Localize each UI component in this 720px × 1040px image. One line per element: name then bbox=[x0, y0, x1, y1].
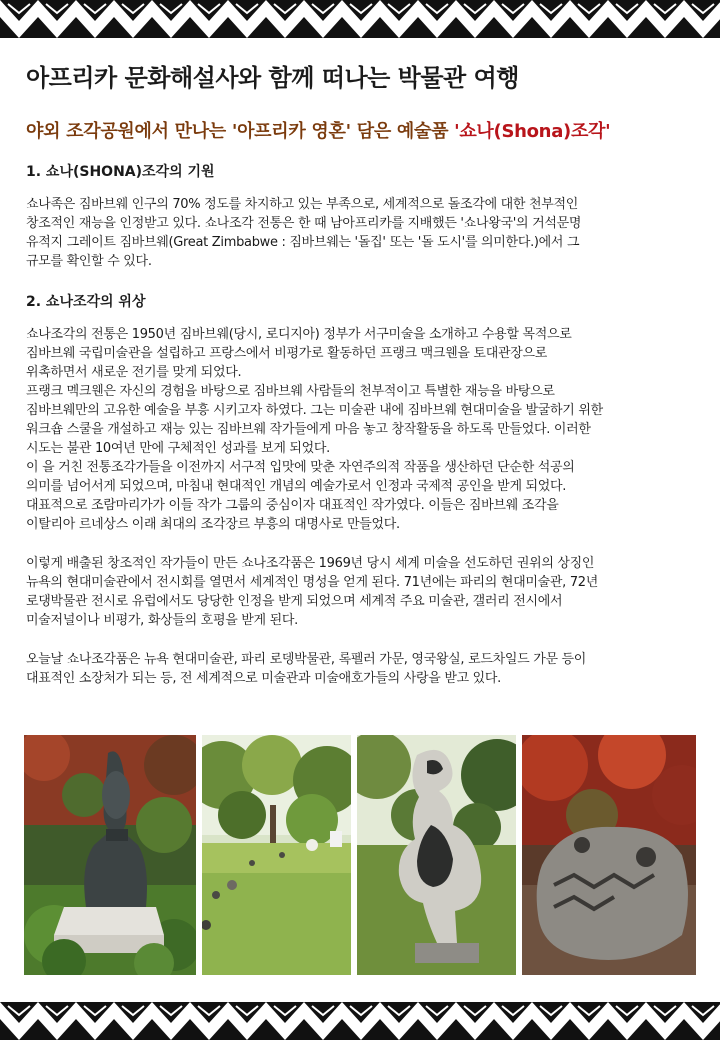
border-triangle bbox=[399, 1019, 437, 1040]
border-triangle bbox=[399, 17, 437, 38]
border-triangle bbox=[475, 17, 513, 38]
border-triangle bbox=[114, 0, 152, 21]
subtitle-highlight: '쇼나(Shona)조각' bbox=[454, 121, 611, 142]
status-paragraph-2: 이렇게 배출된 창조적인 작가들이 만든 쇼나조각품은 1969년 당시 세계 미술을 선도하던 권위의 상징인 뉴욕의 현대미술관에서 전시회를 열면서 세계적인 명성을 얻게 된다. 71년에는 파리의 현대미술관, 72년 로댕박물관 전시로 유럽에서도 당당한 인정을 받게 되었으며 세계적 주요 미술관, 갤러리 전시에서 미술저널이나 비평가, 화상들의 호평을 받게 된다. bbox=[26, 556, 599, 628]
border-triangle bbox=[475, 1019, 513, 1040]
photo-strip bbox=[24, 735, 696, 975]
border-triangle bbox=[285, 1019, 323, 1040]
border-triangle bbox=[589, 17, 627, 38]
sculpture-park-photo bbox=[202, 735, 351, 975]
status-paragraph-3: 오늘날 쇼나조각품은 뉴욕 현대미술관, 파리 로뎅박물관, 록펠러 가문, 영국왕실, 로드차일드 가문 등이 대표적인 소장처가 되는 등, 전 세계적으로 미술관과 미술애호가들의 사랑을 받고 있다. bbox=[26, 652, 587, 686]
border-triangle bbox=[209, 1019, 247, 1040]
border-triangle bbox=[0, 1019, 19, 1040]
top-pattern-border bbox=[0, 0, 720, 38]
border-triangle bbox=[646, 0, 684, 21]
border-triangle bbox=[342, 0, 380, 21]
border-triangle bbox=[0, 17, 19, 38]
bust-sculpture-photo bbox=[24, 735, 196, 975]
carved-stone-sculpture-photo bbox=[522, 735, 696, 975]
border-triangle bbox=[304, 0, 342, 21]
border-triangle bbox=[361, 17, 399, 38]
border-triangle bbox=[684, 1002, 720, 1023]
section-heading-status: 2. 쇼나조각의 위상 bbox=[26, 294, 146, 310]
page-title: 아프리카 문화해설사와 함께 떠나는 박물관 여행 bbox=[26, 64, 519, 92]
border-triangle bbox=[0, 1002, 38, 1023]
border-triangle bbox=[570, 0, 608, 21]
border-triangle bbox=[342, 1002, 380, 1023]
border-triangle bbox=[152, 0, 190, 21]
abstract-figure-sculpture-photo bbox=[357, 735, 516, 975]
border-triangle bbox=[570, 1002, 608, 1023]
border-triangle bbox=[646, 1002, 684, 1023]
border-triangle bbox=[437, 17, 475, 38]
border-triangle bbox=[380, 0, 418, 21]
border-triangle bbox=[494, 0, 532, 21]
border-triangle bbox=[703, 17, 720, 38]
border-triangle bbox=[95, 17, 133, 38]
border-triangle bbox=[627, 17, 665, 38]
border-triangle bbox=[247, 17, 285, 38]
border-triangle bbox=[608, 0, 646, 21]
border-triangle bbox=[532, 1002, 570, 1023]
border-triangle bbox=[589, 1019, 627, 1040]
border-triangle bbox=[437, 1019, 475, 1040]
border-triangle bbox=[323, 1019, 361, 1040]
border-triangle bbox=[551, 17, 589, 38]
border-triangle bbox=[285, 17, 323, 38]
border-triangle bbox=[38, 0, 76, 21]
border-triangle bbox=[361, 1019, 399, 1040]
border-triangle bbox=[456, 1002, 494, 1023]
border-triangle bbox=[19, 17, 57, 38]
border-triangle bbox=[152, 1002, 190, 1023]
border-triangle bbox=[57, 1019, 95, 1040]
border-triangle bbox=[95, 1019, 133, 1040]
border-triangle bbox=[0, 0, 38, 21]
page-subtitle bbox=[26, 117, 694, 143]
border-triangle bbox=[266, 1002, 304, 1023]
border-triangle bbox=[171, 17, 209, 38]
border-triangle bbox=[418, 0, 456, 21]
border-triangle bbox=[513, 1019, 551, 1040]
border-triangle bbox=[323, 17, 361, 38]
border-triangle bbox=[665, 17, 703, 38]
border-triangle bbox=[703, 1019, 720, 1040]
border-triangle bbox=[266, 0, 304, 21]
border-triangle bbox=[513, 17, 551, 38]
border-triangle bbox=[304, 1002, 342, 1023]
border-triangle bbox=[456, 0, 494, 21]
bottom-pattern-border bbox=[0, 1002, 720, 1040]
border-triangle bbox=[114, 1002, 152, 1023]
border-triangle bbox=[247, 1019, 285, 1040]
border-triangle bbox=[418, 1002, 456, 1023]
border-triangle bbox=[76, 1002, 114, 1023]
section-heading-origin: 1. 쇼나(SHONA)조각의 기원 bbox=[26, 164, 215, 180]
border-triangle bbox=[38, 1002, 76, 1023]
border-triangle bbox=[228, 1002, 266, 1023]
border-triangle bbox=[190, 1002, 228, 1023]
border-triangle bbox=[532, 0, 570, 21]
border-triangle bbox=[190, 0, 228, 21]
border-triangle bbox=[19, 1019, 57, 1040]
border-triangle bbox=[133, 1019, 171, 1040]
border-triangle bbox=[380, 1002, 418, 1023]
border-triangle bbox=[76, 0, 114, 21]
border-triangle bbox=[57, 17, 95, 38]
border-triangle bbox=[228, 0, 266, 21]
subtitle-lead: 야외 조각공원에서 만나는 '아프리카 영혼' 담은 예술품 bbox=[26, 121, 455, 142]
border-triangle bbox=[627, 1019, 665, 1040]
border-triangle bbox=[171, 1019, 209, 1040]
origin-paragraph: 쇼나족은 짐바브웨 인구의 70% 정도를 차지하고 있는 부족으로, 세계적으로 돌조각에 대한 천부적인 창조적인 재능을 인정받고 있다. 쇼나조각 전통은 한 때 남아프리카를 지배했든 '쇼나왕국'의 거석문명 유적지 그레이트 짐바브웨(Great Zimbabwe : 짐바브웨는 '돌집' 또는 '돌 도시'를 의미한다.)에서 그 규모를 확인할 수 있다. bbox=[26, 197, 582, 269]
border-triangle bbox=[494, 1002, 532, 1023]
border-triangle bbox=[684, 0, 720, 21]
border-triangle bbox=[608, 1002, 646, 1023]
status-paragraph-1: 쇼나조각의 전통은 1950년 짐바브웨(당시, 로디지아) 정부가 서구미술을 소개하고 수용할 목적으로 짐바브웨 국립미술관을 설립하고 프랑스에서 비평가로 활동하던 프랭크 맥크웬을 토대관장으로 위촉하면서 새로운 전기를 맞게 되었다. 프랭크 멕크웬은 자신의 경험을 바탕으로 짐바브웨 사람들의 천부적이고 특별한 재능을 바탕으로 짐바브웨만의 고유한 예술을 부흥 시키고자 하였다. 그는 미술관 내에 짐바브웨 현대미술을 발굴하기 위한 워크숍 스쿨을 개설하고 재능 있는 짐바브웨 작가들에게 마음 놓고 창작활동을 하도록 만들었다. 이러한 시도는 불관 10여년 만에 구체적인 성과를 보게 되었다. 이 을 거친 전통조각가들을 이전까지 서구적 입맛에 맞춘 자연주의적 작품을 생산하던 단순한 석공의 의미를 넘어서게 되었으며, 마침내 현대적인 개념의 예술가로서 인정과 국제적 공인을 받게 되었다. 대표적으로 조람마리가가 이들 작가 그룹의 중심이자 대표적인 작가였다. 이들은 짐바브웨 조각을 이탈리아 르네상스 이래 최대의 조각장르 부흥의 대명사로 만들었다. bbox=[26, 327, 603, 532]
article bbox=[26, 58, 694, 688]
border-triangle bbox=[551, 1019, 589, 1040]
border-triangle bbox=[209, 17, 247, 38]
border-triangle bbox=[133, 17, 171, 38]
border-triangle bbox=[665, 1019, 703, 1040]
